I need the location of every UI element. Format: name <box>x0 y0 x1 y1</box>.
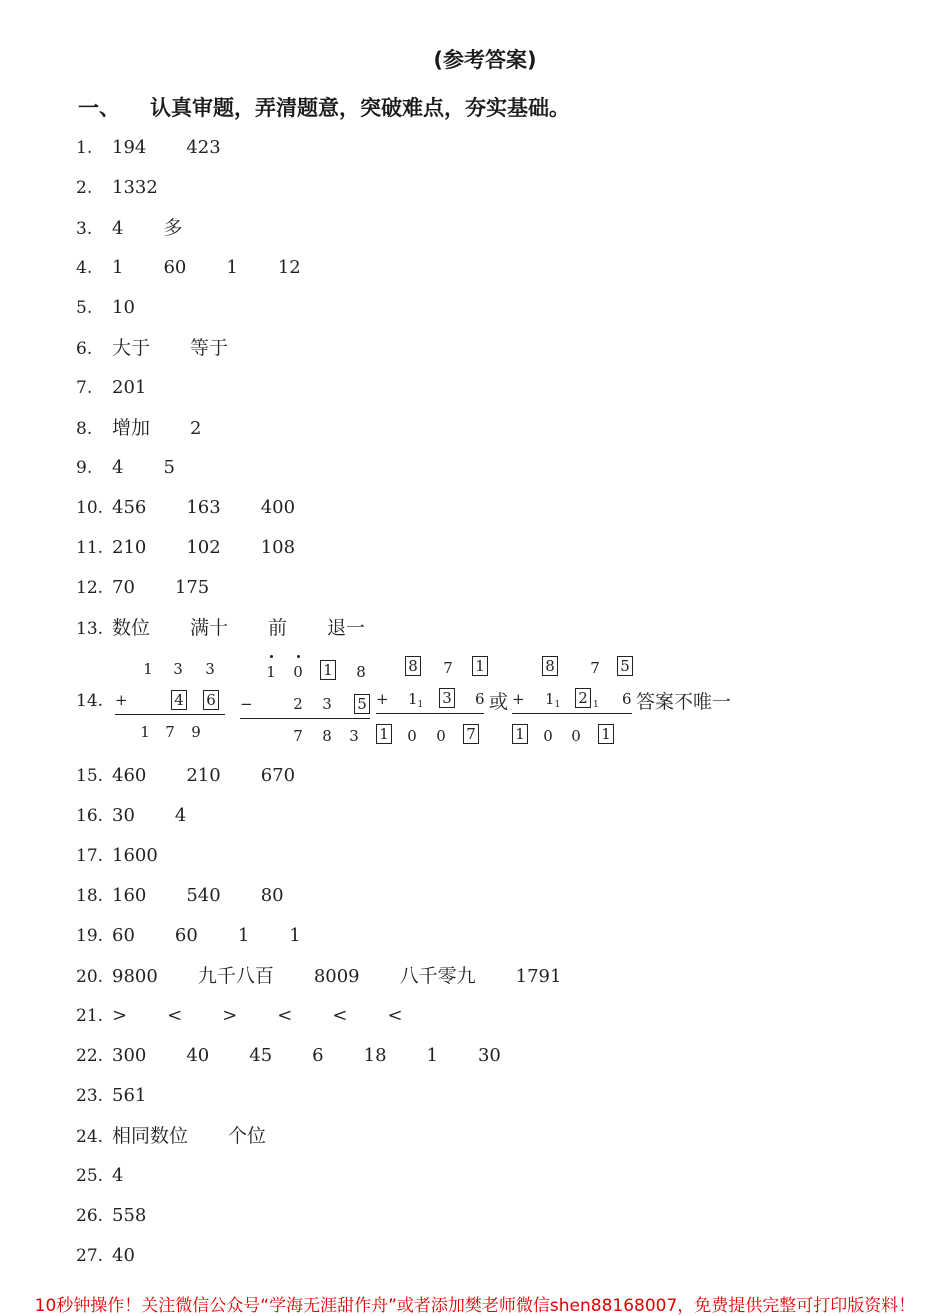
answer-number: 26. <box>76 1206 104 1226</box>
add1-answer-box: 4 <box>171 690 187 710</box>
answer-value: 194 <box>112 137 147 158</box>
answer-item <box>76 1002 443 1030</box>
answer-item <box>76 294 175 322</box>
answer-number: 13. <box>76 619 104 639</box>
answer-value: 6 <box>312 1045 324 1066</box>
add3-mid-digit <box>545 690 560 714</box>
sub-top-digit: 0 <box>293 663 303 681</box>
answer-number: 2. <box>76 178 93 198</box>
answer-value: 4 <box>112 457 124 478</box>
answer-value: 4 <box>174 805 187 826</box>
or-text: 或 <box>489 691 509 713</box>
answer-value: 40 <box>186 1045 210 1066</box>
answer-number: 6. <box>76 339 93 359</box>
answer-item <box>76 882 324 910</box>
answer-value: 八千零九 <box>399 965 476 987</box>
answer-value: 4 <box>112 218 124 239</box>
answer-value: 70 <box>112 577 135 598</box>
section-heading <box>78 92 570 122</box>
add3-answer-box: 5 <box>617 656 633 676</box>
answer-value: 1 <box>237 925 250 946</box>
answer-value: 45 <box>249 1045 273 1066</box>
answer-item <box>76 214 222 242</box>
add2-answer-box: 1 <box>472 656 488 676</box>
answer-value: 561 <box>112 1085 147 1106</box>
add3-answer-box: 8 <box>542 656 558 676</box>
add2-answer-box: 3 <box>439 688 455 708</box>
add2-mid-digit-text: 1 <box>408 690 418 708</box>
answer-value: 大于 <box>112 337 151 359</box>
add3-mid-digit-text: 1 <box>545 690 555 708</box>
answer-item <box>76 174 198 202</box>
answer-value: 558 <box>112 1205 147 1226</box>
note-text: 答案不唯一 <box>636 691 732 713</box>
answer-value: 60 <box>174 925 198 946</box>
answer-number: 5. <box>76 298 93 318</box>
answer-number: 19. <box>76 926 104 946</box>
sub-mid-digit: 2 <box>293 695 303 713</box>
answer-item <box>76 614 405 642</box>
answer-number: 7. <box>76 378 93 398</box>
answer-value: 400 <box>260 497 296 518</box>
answer-item <box>76 1122 306 1150</box>
answer-number: 9. <box>76 458 93 478</box>
answer-number: 25. <box>76 1166 104 1186</box>
plus-sign: + <box>115 691 128 709</box>
answer-value: 102 <box>186 537 221 558</box>
answer-item <box>76 494 335 522</box>
carry-mark: 1 <box>554 700 561 710</box>
answer-value: < <box>387 1005 403 1026</box>
sub-result-line <box>240 718 370 719</box>
answer-value: 423 <box>186 137 221 158</box>
answer-value: 1 <box>426 1045 438 1066</box>
answer-value: 60 <box>163 257 187 278</box>
answer-value: 个位 <box>228 1125 267 1147</box>
sub-answer-box: 1 <box>320 660 336 680</box>
answer-number: 4. <box>76 258 93 278</box>
answer-number: 11. <box>76 538 104 558</box>
answer-value: 108 <box>260 537 296 558</box>
add1-result-digit: 1 <box>140 723 150 741</box>
answer-value: 30 <box>477 1045 501 1066</box>
answer-number: 22. <box>76 1046 104 1066</box>
add3-top-digit: 7 <box>590 659 600 677</box>
answer-value: 前 <box>268 617 288 639</box>
section-number: 一、 <box>78 96 120 120</box>
add1-answer-box: 6 <box>203 690 219 710</box>
answer-number: 10. <box>76 498 104 518</box>
answer-item <box>76 134 261 162</box>
answer-value: 300 <box>112 1045 147 1066</box>
add1-top-digit: 1 <box>143 660 153 678</box>
answer-item <box>76 414 241 442</box>
answer-number: 16. <box>76 806 104 826</box>
answer-value: 163 <box>186 497 221 518</box>
answer-value: 18 <box>363 1045 387 1066</box>
answer-value: 456 <box>112 497 147 518</box>
add3-answer-box: 2 <box>575 688 591 708</box>
answer-item <box>76 1242 175 1270</box>
add3-answer-box: 1 <box>512 724 528 744</box>
answer-number: 27. <box>76 1246 104 1266</box>
answer-value: < <box>332 1005 348 1026</box>
add1-top-digit: 3 <box>173 660 183 678</box>
answer-item <box>76 574 249 602</box>
answer-item <box>76 1042 541 1070</box>
add3-result-digit: 0 <box>571 727 581 745</box>
add2-answer-box: 7 <box>463 724 479 744</box>
page-title: (参考答案) <box>433 48 537 72</box>
sub-top-digit: 8 <box>356 663 366 681</box>
answer-value: 12 <box>277 257 301 278</box>
answer-item <box>76 1202 186 1230</box>
sub-result-digit: 7 <box>293 727 303 745</box>
add3-answer-box: 1 <box>598 724 614 744</box>
answer-value: 210 <box>112 537 147 558</box>
borrow-dot <box>270 655 273 658</box>
answer-value: 1 <box>289 925 301 946</box>
answer-value: 退一 <box>327 617 366 639</box>
answer-number: 1. <box>76 138 93 158</box>
answer-value: 相同数位 <box>112 1125 189 1147</box>
answer-value: 满十 <box>190 617 229 639</box>
promo-footer: 10秒钟操作！关注微信公众号“学海无涯甜作舟”或者添加樊老师微信shen88168007，免费提供完整可打印版资料！ <box>34 1296 916 1316</box>
answer-value: 40 <box>112 1245 135 1266</box>
add2-answer-box: 8 <box>405 656 421 676</box>
answer-value: 1791 <box>515 966 562 987</box>
answer-number: 12. <box>76 578 104 598</box>
answer-value: > <box>112 1005 128 1026</box>
answer-item <box>76 962 601 990</box>
answer-value: 30 <box>112 805 135 826</box>
section-title: 认真审题，弄清题意，突破难点，夯实基础。 <box>150 96 570 120</box>
answer-value: 九千八百 <box>197 965 274 987</box>
add2-answer-box: 1 <box>376 724 392 744</box>
answer-value: 10 <box>112 297 135 318</box>
add1-top-digit: 3 <box>205 660 215 678</box>
carry-mark: 1 <box>417 700 424 710</box>
item-14-number: 14. <box>76 691 104 711</box>
answer-item <box>76 1082 186 1110</box>
add1-result-digit: 9 <box>191 723 201 741</box>
answer-value: 201 <box>112 377 147 398</box>
answer-item <box>76 374 186 402</box>
answer-number: 23. <box>76 1086 104 1106</box>
minus-sign: − <box>240 695 253 713</box>
add2-mid-digit: 6 <box>475 690 485 708</box>
answer-item <box>76 254 341 282</box>
answer-value: 60 <box>112 925 135 946</box>
add1-result-digit: 7 <box>165 723 175 741</box>
answer-value: 210 <box>186 765 221 786</box>
answer-item <box>76 842 198 870</box>
sub-top-digit: 1 <box>266 663 276 681</box>
answer-value: 4 <box>112 1165 124 1186</box>
answer-number: 21. <box>76 1006 104 1026</box>
answer-value: < <box>277 1005 293 1026</box>
add3-mid-digit: 6 <box>622 690 632 708</box>
answer-value: 增加 <box>112 417 151 439</box>
answer-value: 等于 <box>190 337 229 359</box>
answer-value: 5 <box>163 457 175 478</box>
answer-number: 20. <box>76 967 104 987</box>
plus-sign: + <box>376 690 389 708</box>
sub-result-digit: 3 <box>349 727 359 745</box>
answer-value: 8009 <box>313 966 360 987</box>
carry-mark: 1 <box>593 700 599 710</box>
borrow-dot <box>297 655 300 658</box>
answer-value: 9800 <box>112 966 158 987</box>
plus-sign: + <box>512 690 525 708</box>
answer-item <box>76 802 226 830</box>
answer-number: 8. <box>76 419 93 439</box>
answer-value: 670 <box>260 765 296 786</box>
add2-result-digit: 0 <box>407 727 417 745</box>
add2-top-digit: 7 <box>443 659 453 677</box>
sub-result-digit: 8 <box>322 727 332 745</box>
add3-result-line <box>512 713 632 714</box>
answer-value: 540 <box>186 885 221 906</box>
answer-value: > <box>222 1005 238 1026</box>
add2-result-line <box>376 713 484 714</box>
answer-item <box>76 762 335 790</box>
answer-value: 1 <box>112 257 124 278</box>
sub-answer-box: 5 <box>354 694 370 714</box>
answer-value: 2 <box>190 418 202 439</box>
answer-number: 15. <box>76 766 104 786</box>
answer-item <box>76 534 335 562</box>
answer-value: 80 <box>260 885 284 906</box>
sub-mid-digit: 3 <box>322 695 332 713</box>
answer-item <box>76 454 215 482</box>
answer-value: 160 <box>112 885 147 906</box>
answer-item <box>76 1162 163 1190</box>
add2-mid-digit <box>408 690 423 714</box>
answer-number: 3. <box>76 219 93 239</box>
answer-value: 1 <box>226 257 238 278</box>
add2-result-digit: 0 <box>436 727 446 745</box>
answer-value: 多 <box>163 217 183 239</box>
answer-item <box>76 334 268 362</box>
answer-value: 460 <box>112 765 147 786</box>
answer-number: 18. <box>76 886 104 906</box>
answer-value: 数位 <box>112 617 151 639</box>
answer-number: 24. <box>76 1127 104 1147</box>
answer-number: 17. <box>76 846 104 866</box>
answer-value: 1332 <box>112 177 158 198</box>
add1-result-line <box>115 714 225 715</box>
answer-value: 175 <box>174 577 210 598</box>
answer-item <box>76 922 341 950</box>
answer-value: < <box>167 1005 183 1026</box>
add3-result-digit: 0 <box>543 727 553 745</box>
answer-value: 1600 <box>112 845 158 866</box>
